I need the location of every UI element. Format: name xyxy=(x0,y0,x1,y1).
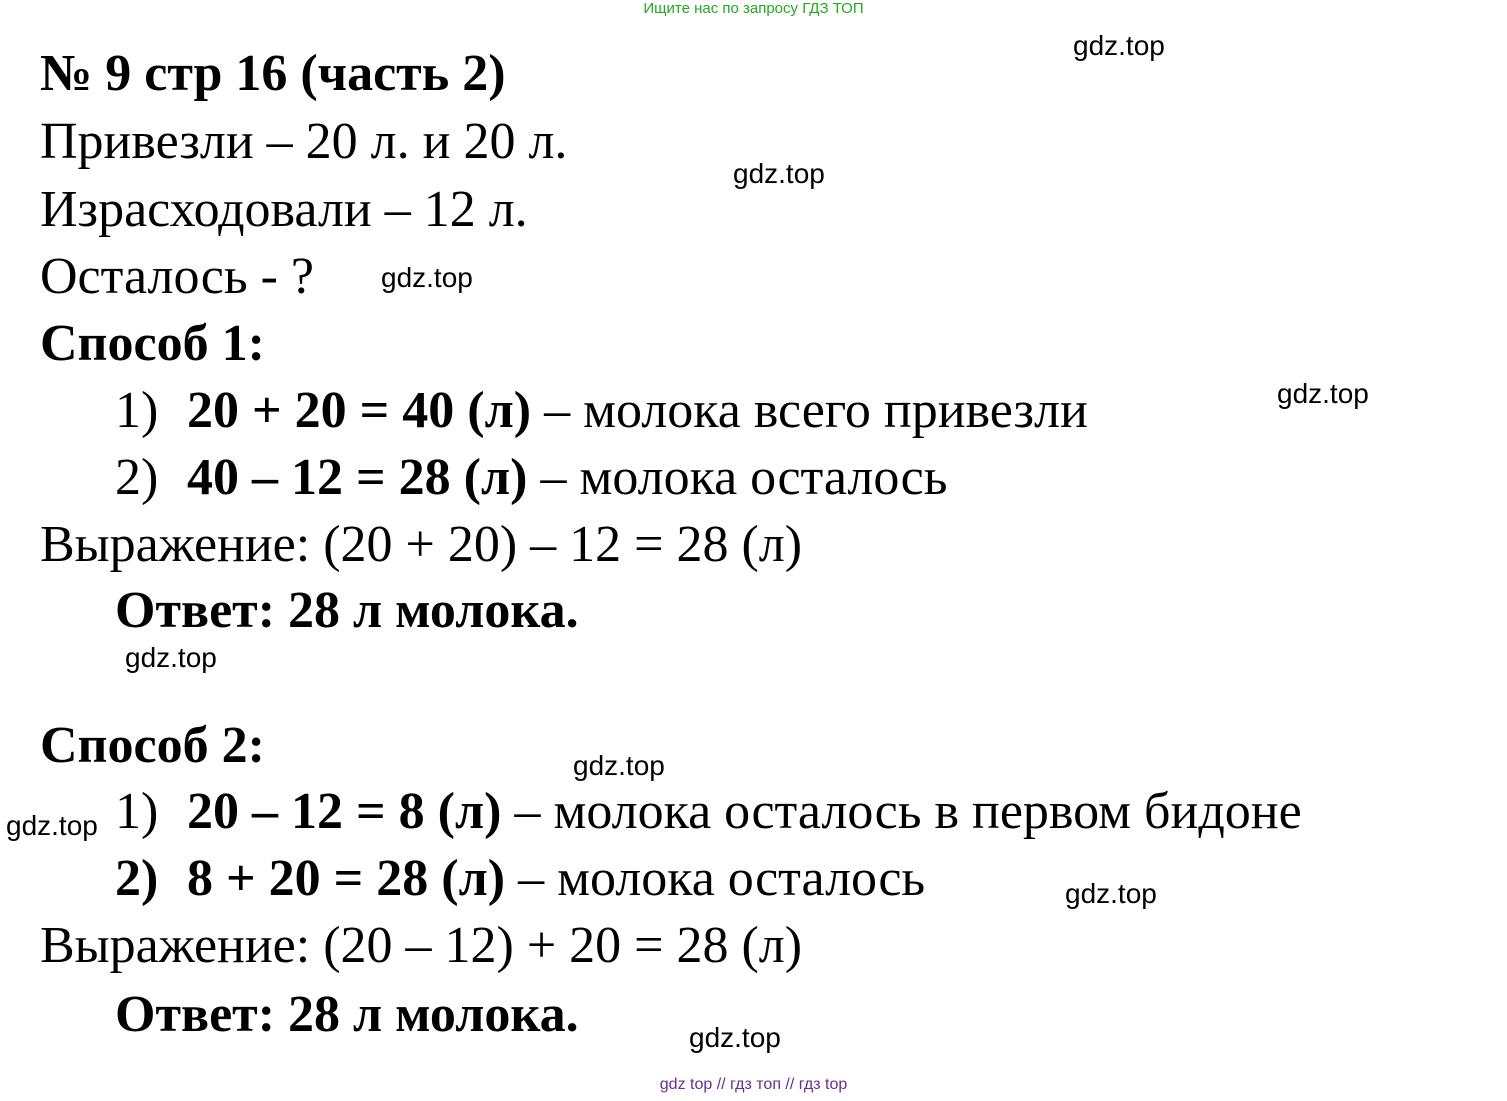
watermark: gdz.top xyxy=(1065,878,1157,909)
step-description: – молока осталось xyxy=(527,449,948,506)
watermark: gdz.top xyxy=(689,1022,781,1053)
method2-expression: Выражение: (20 – 12) + 20 = 28 (л) xyxy=(40,917,803,974)
watermark: gdz.top xyxy=(1277,378,1369,409)
method2-step-1 xyxy=(115,782,1302,842)
given-brought: Привезли – 20 л. и 20 л. xyxy=(40,113,568,170)
watermark: gdz.top xyxy=(381,262,473,293)
given-spent: Израсходовали – 12 л. xyxy=(40,181,528,238)
watermark: gdz.top xyxy=(1073,30,1165,61)
method1-heading: Способ 1: xyxy=(40,315,265,372)
step-expression: 40 – 12 = 28 (л) xyxy=(187,449,528,506)
step-expression: 20 – 12 = 8 (л) xyxy=(187,783,502,840)
bottom-banner: gdz top // гдз топ // гдз top xyxy=(659,1076,848,1093)
method1-step-1 xyxy=(115,381,1088,441)
step-description: – молока осталось в первом бидоне xyxy=(501,783,1302,840)
watermark: gdz.top xyxy=(6,810,98,841)
step-expression: 8 + 20 = 28 (л) xyxy=(187,850,506,907)
page-title: № 9 стр 16 (часть 2) xyxy=(40,45,506,102)
top-banner: Ищите нас по запросу ГДЗ ТОП xyxy=(643,0,864,17)
watermark: gdz.top xyxy=(733,158,825,189)
method2-heading: Способ 2: xyxy=(40,717,265,774)
step-expression: 20 + 20 = 40 (л) xyxy=(187,382,532,439)
given-left: Осталось - ? xyxy=(40,248,314,305)
watermark: gdz.top xyxy=(573,750,665,781)
watermark: gdz.top xyxy=(125,642,217,673)
method1-expression: Выражение: (20 + 20) – 12 = 28 (л) xyxy=(40,516,803,573)
method2-step-2 xyxy=(115,849,925,909)
step-number: 2) xyxy=(115,449,159,506)
step-description: – молока осталось xyxy=(505,850,926,907)
method1-step-2 xyxy=(115,448,947,508)
method1-answer: Ответ: 28 л молока. xyxy=(115,582,579,639)
step-description: – молока всего привезли xyxy=(531,382,1088,439)
step-number: 2) xyxy=(115,850,159,907)
method2-answer: Ответ: 28 л молока. xyxy=(115,986,579,1043)
step-number: 1) xyxy=(115,783,159,840)
step-number: 1) xyxy=(115,382,159,439)
